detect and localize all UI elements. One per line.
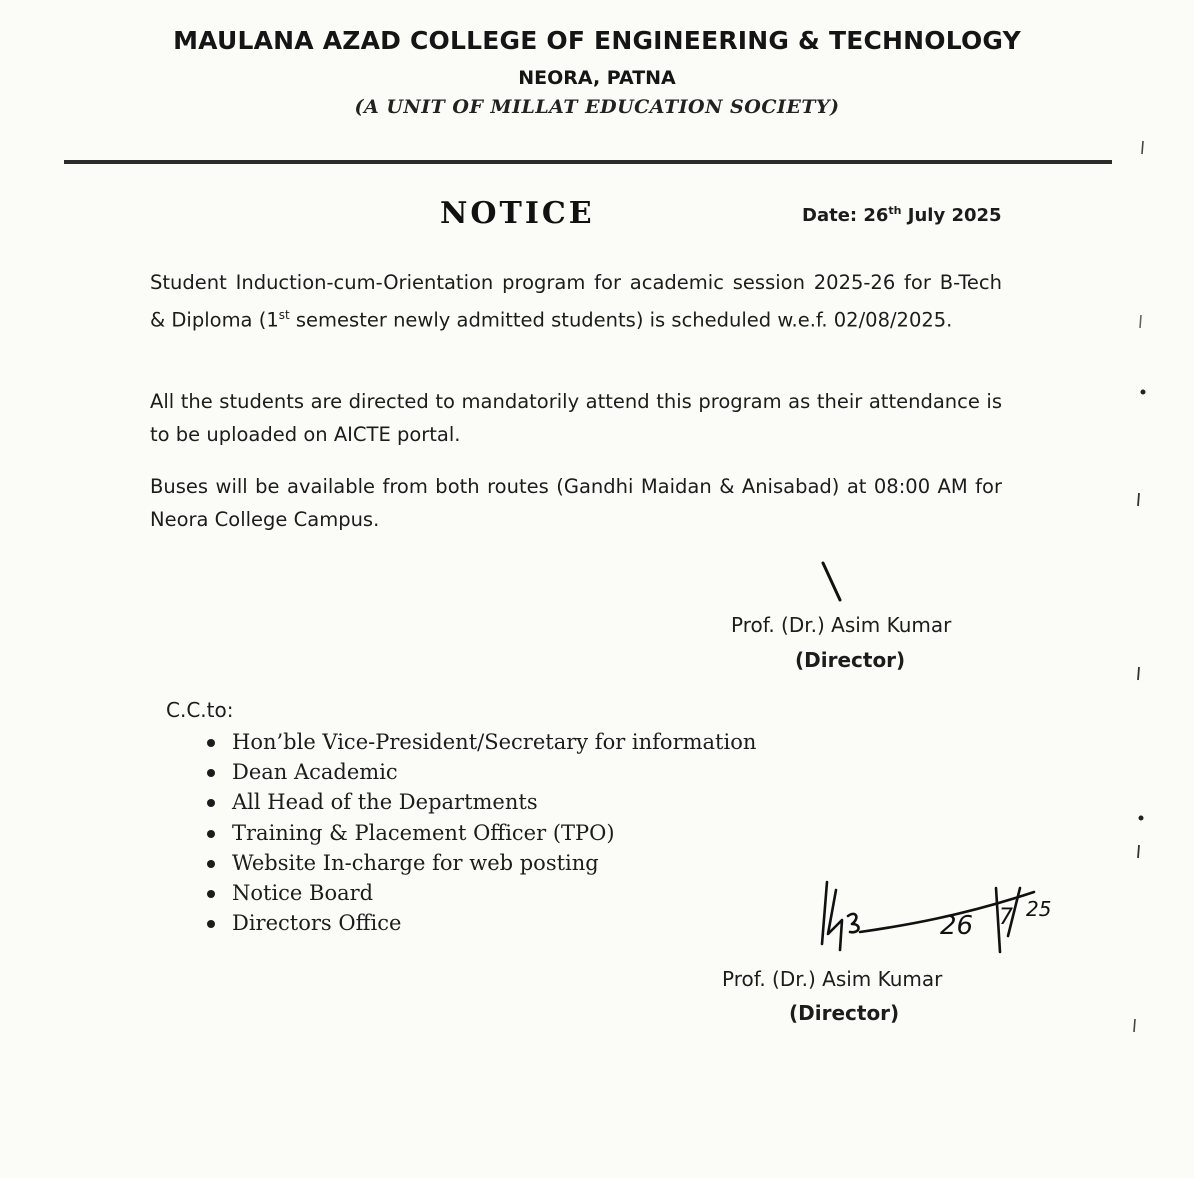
signatory-top-title: (Director) xyxy=(795,648,906,672)
cc-label: C.C.to: xyxy=(166,698,234,722)
date-sup: th xyxy=(888,204,902,217)
header-divider xyxy=(64,160,1112,164)
svg-text:25: 25 xyxy=(1026,897,1052,921)
margin-dot-icon xyxy=(1138,386,1148,400)
svg-text:26: 26 xyxy=(940,911,974,941)
margin-tick-icon xyxy=(1130,1016,1140,1036)
paragraph-schedule-part2: semester newly admitted students) is scheduled w.e.f. 02/08/2025. xyxy=(289,308,953,332)
cc-item: Notice Board xyxy=(204,878,756,908)
signatory-top-name: Prof. (Dr.) Asim Kumar xyxy=(731,613,952,637)
cc-item: All Head of the Departments xyxy=(204,787,756,817)
margin-tick-icon xyxy=(1136,312,1146,332)
paragraph-schedule-sup: st xyxy=(278,308,290,322)
cc-item: Training & Placement Officer (TPO) xyxy=(204,818,756,848)
margin-tick-icon xyxy=(1134,664,1144,684)
paragraph-buses: Buses will be available from both routes (Gandhi Maidan & Anisabad) at 08:00 AM for Neora College Campus. xyxy=(150,475,1002,531)
cc-item: Website In-charge for web posting xyxy=(204,848,756,878)
notice-heading: NOTICE xyxy=(440,196,595,231)
paragraph-schedule-part1: Student Induction-cum-Orientation program for academic session 2025-26 for B-Tech & Diploma (1 xyxy=(150,271,1002,332)
svg-text:7: 7 xyxy=(999,905,1013,930)
top-signature-mark xyxy=(818,560,848,606)
paragraph-schedule xyxy=(150,266,1002,337)
handwritten-signature xyxy=(812,872,1082,964)
cc-item: Hon’ble Vice-President/Secretary for information xyxy=(204,727,756,757)
margin-tick-icon xyxy=(1134,490,1144,510)
margin-tick-icon xyxy=(1134,842,1144,862)
notice-date xyxy=(802,204,1002,226)
margin-dot-icon xyxy=(1136,812,1146,826)
signatory-bottom-title: (Director) xyxy=(789,1001,900,1025)
institution-name: MAULANA AZAD COLLEGE OF ENGINEERING & TECHNOLOGY xyxy=(173,26,1021,55)
date-suffix: July 2025 xyxy=(901,205,1002,226)
institution-location: NEORA, PATNA xyxy=(518,67,676,89)
cc-list xyxy=(204,727,756,938)
margin-tick-icon xyxy=(1138,138,1148,158)
signatory-bottom-name: Prof. (Dr.) Asim Kumar xyxy=(722,967,943,991)
paragraph-attendance: All the students are directed to mandatorily attend this program as their attendance is to be uploaded on AICTE portal. xyxy=(150,390,1002,446)
cc-item: Dean Academic xyxy=(204,757,756,787)
date-prefix: Date: 26 xyxy=(802,205,889,226)
institution-unit: (A UNIT OF MILLAT EDUCATION SOCIETY) xyxy=(354,96,840,118)
cc-item: Directors Office xyxy=(204,908,756,938)
